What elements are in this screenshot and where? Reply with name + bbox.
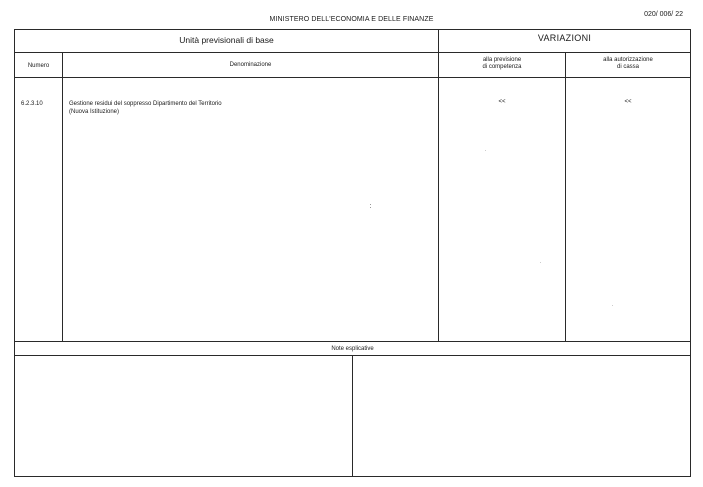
cassa-header-line2: di cassa [616, 64, 639, 70]
competenza-header-line1: alla previsione [482, 57, 522, 63]
row-number: 6.2.3.10 [21, 101, 43, 107]
cassa-column-header [566, 57, 690, 71]
scan-speck [370, 207, 371, 208]
row-cassa-value: << [624, 99, 632, 105]
row-denomination-line1: Gestione residui del soppresso Dipartimento del Territorio [69, 101, 222, 107]
document-reference: 020/ 006/ 22 [644, 11, 683, 18]
note-esplicative-header: Note esplicative [331, 346, 374, 352]
unita-previsionali-header: Unità previsionali di base [179, 35, 274, 45]
scan-speck [540, 262, 541, 263]
scan-speck [612, 305, 613, 306]
variazioni-header: VARIAZIONI [537, 33, 592, 43]
row-competenza-value: << [498, 99, 506, 105]
competenza-header-line2: di competenza [482, 64, 522, 70]
row-denomination-line2: (Nuova Istituzione) [69, 108, 120, 115]
scan-speck [485, 150, 486, 151]
denominazione-column-header: Denominazione [229, 62, 272, 68]
cassa-header-line1: alla autorizzazione [603, 57, 653, 63]
numero-column-header: Numero [27, 63, 50, 69]
row-denomination [69, 101, 222, 116]
competenza-column-header [439, 57, 565, 71]
ministry-title: MINISTERO DELL'ECONOMIA E DELLE FINANZE [269, 16, 434, 23]
scan-speck [370, 204, 371, 205]
